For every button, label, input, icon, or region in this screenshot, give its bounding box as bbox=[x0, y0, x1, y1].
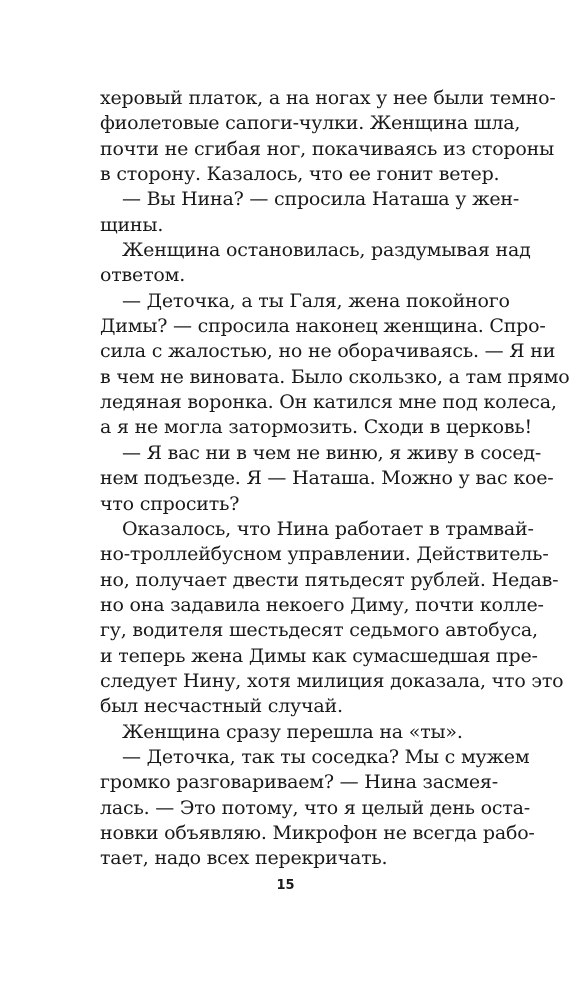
text-line: нем подъезде. Я — Наташа. Можно у вас кое- bbox=[100, 467, 554, 490]
text-line: в чем не виновата. Было скользко, а там прямо bbox=[100, 365, 570, 388]
page-number: 15 bbox=[276, 878, 295, 893]
text-line: ответом. bbox=[100, 264, 186, 287]
text-line: — Вы Нина? — спросила Наташа у жен- bbox=[122, 188, 520, 211]
text-line: ледяная воронка. Он катился мне под колеса, bbox=[100, 391, 557, 414]
text-line: щины. bbox=[100, 213, 164, 236]
text-line: Женщина сразу перешла на «ты». bbox=[122, 720, 463, 743]
text-line: а я не могла затормозить. Сходи в церковь! bbox=[100, 416, 532, 439]
text-line: почти не сгибая ног, покачиваясь из стороны bbox=[100, 137, 555, 160]
text-line: сила с жалостью, но не оборачиваясь. — Я ни bbox=[100, 340, 556, 363]
text-line: херовый платок, а на ногах у нее были темно- bbox=[100, 87, 556, 109]
text-line: тает, надо всех перекричать. bbox=[100, 847, 388, 870]
text-line: в сторону. Казалось, что ее гонит ветер. bbox=[100, 163, 500, 186]
text-line: — Я вас ни в чем не виню, я живу в сосед- bbox=[122, 441, 542, 464]
text-line: Женщина остановилась, раздумывая над bbox=[122, 239, 531, 262]
text-line: новки объявляю. Микрофон не всегда рабо- bbox=[100, 821, 535, 844]
text-line: Димы? — спросила наконец женщина. Спро- bbox=[100, 315, 546, 338]
text-line: громко разговариваем? — Нина засмея- bbox=[100, 771, 498, 794]
text-line: но, получает двести пятьдесят рублей. Недав- bbox=[100, 568, 559, 591]
text-line: гу, водителя шестьдесят седьмого автобуса, bbox=[100, 619, 538, 642]
text-line: но она задавила некоего Диму, почти колле- bbox=[100, 593, 544, 616]
text-line: фиолетовые сапоги-чулки. Женщина шла, bbox=[100, 112, 521, 135]
text-line: был несчастный случай. bbox=[100, 695, 343, 718]
text-line: и теперь жена Димы как сумасшедшая пре- bbox=[100, 644, 538, 667]
text-line: следует Нину, хотя милиция доказала, что это bbox=[100, 669, 564, 692]
text-line: лась. — Это потому, что я целый день оста- bbox=[100, 796, 530, 819]
text-line: — Деточка, а ты Галя, жена покойного bbox=[122, 289, 510, 312]
text-line: — Деточка, так ты соседка? Мы с мужем bbox=[122, 745, 530, 768]
text-line: но-троллейбусном управлении. Действитель- bbox=[100, 543, 549, 566]
body-text bbox=[100, 86, 570, 872]
text-line: Оказалось, что Нина работает в трамвай- bbox=[122, 517, 534, 540]
text-line: что спросить? bbox=[100, 492, 240, 515]
